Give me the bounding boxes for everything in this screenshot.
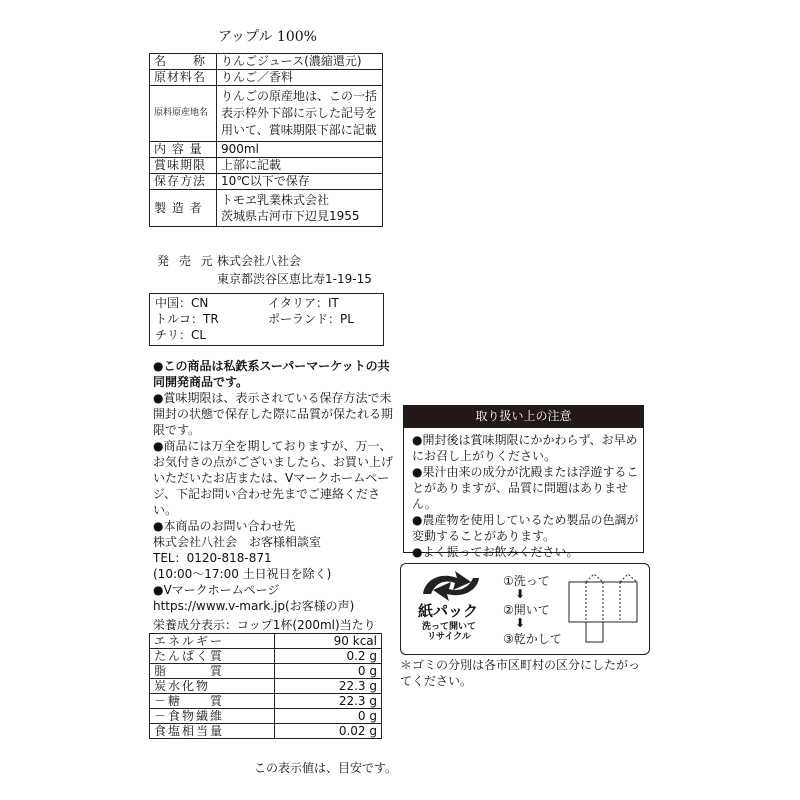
nutrient-value: 22.3 g	[275, 679, 382, 694]
nutrition-row	[150, 709, 382, 724]
spec-value: 10℃以下で保存	[217, 174, 383, 190]
recycle-box	[400, 563, 650, 655]
nutrition-row	[150, 649, 382, 664]
nutrient-name: 脂 質	[150, 664, 275, 679]
down-arrow-icon: ⬇	[515, 587, 526, 601]
spec-value: りんごの原産地は、この一括表示枠外下部に示した記号を用いて、賞味期限下部に記載	[217, 86, 383, 142]
handling-item: ●開封後は賞味期限にかかわらず、お早めにお召し上がりください。	[412, 433, 638, 463]
nutrition-title: 栄養成分表示：コップ1杯(200ml)当たり	[153, 618, 376, 632]
spec-row	[150, 142, 383, 158]
nutrition-row	[150, 694, 382, 709]
seller-block	[157, 252, 397, 288]
spec-label: 製 造 者	[150, 190, 217, 227]
recycle-step: ②開いて	[503, 603, 550, 617]
product-title: アップル 100%	[218, 29, 317, 45]
nutrient-value: 0.2 g	[275, 649, 382, 664]
spec-row	[150, 70, 383, 86]
spec-label: 原材料名	[150, 70, 217, 86]
note-item: ●この商品は私鉄系スーパーマーケットの共同開発商品です。	[153, 359, 390, 389]
origin-code: イタリア：IT	[268, 296, 339, 310]
nutrient-name: たんぱく質	[150, 649, 275, 664]
nutrition-row	[150, 664, 382, 679]
nutrient-value: 0.02 g	[275, 724, 382, 739]
nutrient-value: 22.3 g	[275, 694, 382, 709]
origin-code: ポーランド：PL	[268, 312, 354, 326]
recycle-arrows-icon	[415, 568, 487, 602]
garbage-sorting-note: ＊ゴミの分別は各市区町村の区分にしたがってください。	[400, 658, 641, 688]
down-arrow-icon: ⬇	[515, 616, 526, 630]
notes-list	[153, 358, 393, 614]
handling-item: ●よく振ってお飲みください。	[412, 545, 579, 559]
origin-codes-box	[149, 293, 384, 346]
label-spec-table	[149, 53, 383, 227]
spec-row	[150, 190, 383, 227]
recycle-step: ③乾かして	[503, 632, 562, 646]
spec-label: 賞味期限	[150, 158, 217, 174]
spec-label: 名 称	[150, 54, 217, 70]
origin-code: 中国：CN	[155, 296, 209, 310]
spec-row	[150, 86, 383, 142]
handling-title: 取り扱い上の注意	[403, 405, 644, 427]
spec-value: りんごジュース(濃縮還元)	[217, 54, 383, 70]
nutrient-value: 0 g	[275, 709, 382, 724]
nutrient-value: 0 g	[275, 664, 382, 679]
spec-row	[150, 54, 383, 70]
recycle-logo-text: 紙パック	[417, 602, 478, 620]
origin-code: チリ：CL	[155, 328, 207, 342]
handling-item: ●農産物を使用しているため製品の色調が変動することがあります。	[412, 513, 639, 543]
nutrient-value: 90 kcal	[275, 634, 382, 649]
nutrition-table	[149, 633, 382, 739]
note-item: ●本商品のお問い合わせ先 株式会社八社会 お客様相談室 TEL：0120-818-871 (10:00～17:00 土日祝日を除く)	[153, 519, 332, 581]
spec-label: 内 容 量	[150, 142, 217, 158]
nutrient-name: エネルギー	[150, 634, 275, 649]
nutrition-row	[150, 679, 382, 694]
nutrition-row	[150, 634, 382, 649]
note-item: ●賞味期限は、表示されている保存方法で未開封の状態で保存した際に品質が保たれる期限です。	[153, 391, 394, 437]
nutrition-note: この表示値は、目安です。	[254, 761, 398, 775]
seller-name: 株式会社八社会	[217, 254, 302, 268]
nutrition-row	[150, 724, 382, 739]
spec-value: 上部に記載	[217, 158, 383, 174]
note-item: ●Vマークホームページ https://www.v-mark.jp(お客様の声)	[153, 583, 355, 613]
note-item: ●商品には万全を期しておりますが、万一、お気付きの点がございましたら、お買い上げいただいたお店または、Vマークホームページ、下記お問い合わせ先までご連絡ください。	[153, 439, 394, 517]
spec-value: トモヱ乳業株式会社 茨城県古河市下辺見1955	[217, 190, 383, 227]
nutrient-name: 食塩相当量	[150, 724, 275, 739]
nutrient-name: 炭水化物	[150, 679, 275, 694]
recycle-step: ①洗って	[503, 574, 550, 588]
spec-label: 保存方法	[150, 174, 217, 190]
spec-value: りんご／香料	[217, 70, 383, 86]
nutrient-name: －糖 質	[150, 694, 275, 709]
handling-box	[403, 427, 644, 559]
seller-label: 発 売 元	[157, 254, 216, 268]
spec-value: 900ml	[217, 142, 383, 158]
spec-row	[150, 158, 383, 174]
spec-row	[150, 174, 383, 190]
spec-label: 原料原産地名	[150, 86, 217, 142]
recycle-logo-subtext: 洗って開いて リサイクル	[421, 622, 476, 642]
carton-unfold-diagram-icon	[567, 570, 643, 648]
handling-item: ●果汁由来の成分が沈殿または浮遊することがありますが、品質に問題はありません。	[412, 465, 639, 511]
origin-code: トルコ：TR	[155, 312, 219, 326]
seller-address: 東京都渋谷区恵比寿1-19-15	[217, 272, 372, 286]
nutrient-name: －食物繊維	[150, 709, 275, 724]
